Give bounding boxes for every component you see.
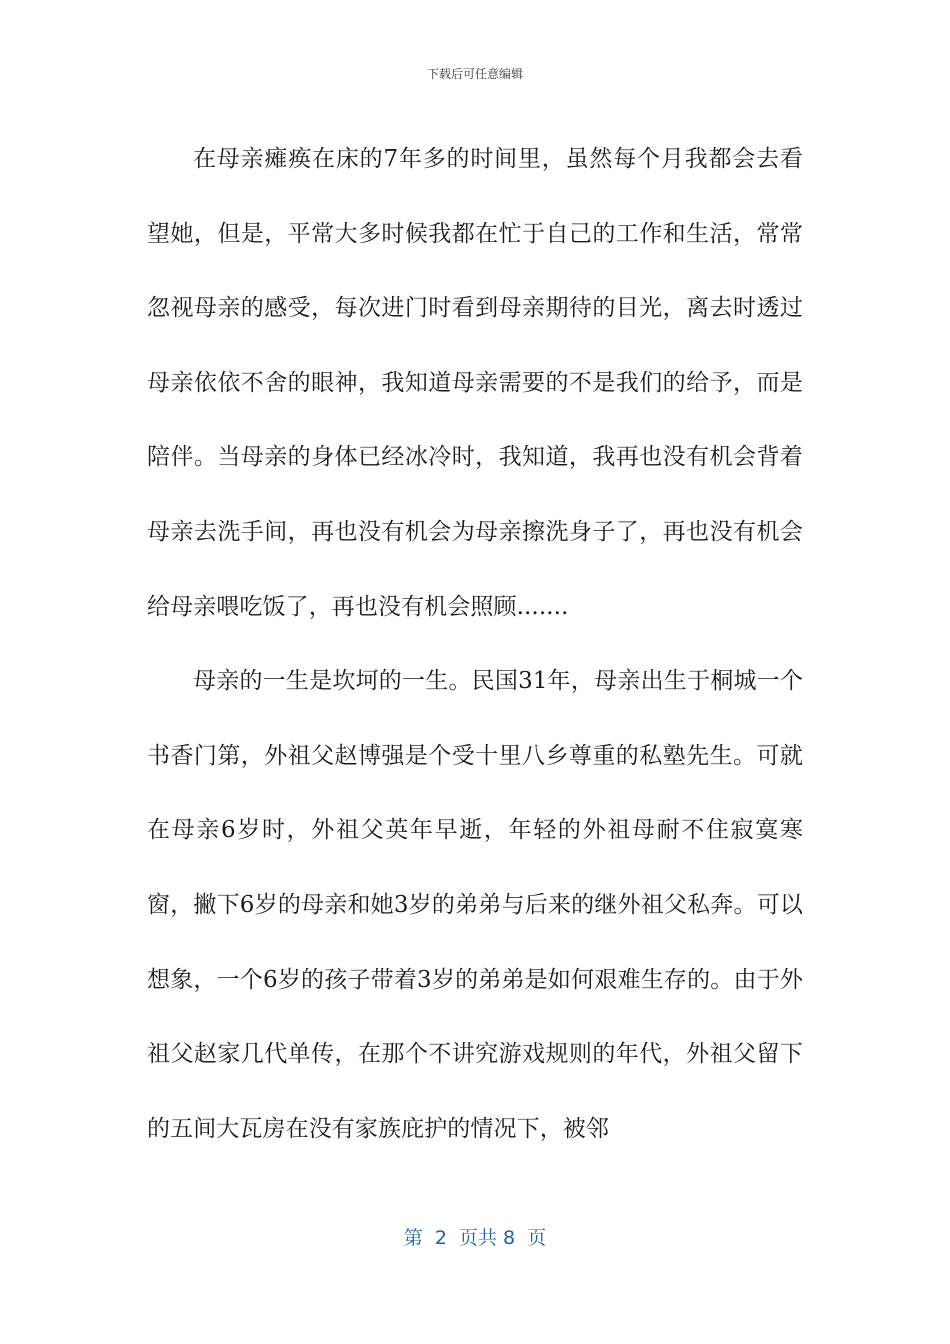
page-header-note: 下载后可任意编辑 [426, 67, 523, 81]
document-body [147, 122, 803, 1166]
page-number-footer: 第 2 页共 8 页 [403, 1227, 547, 1249]
paragraph-1: 在母亲瘫痪在床的7年多的时间里，虽然每个月我都会去看望她，但是，平常大多时候我都在忙于自己的工作和生活，常常忽视母亲的感受，每次进门时看到母亲期待的目光，离去时透过母亲依依不舍的眼神，我知道母亲需要的不是我们的给予，而是陪伴。当母亲的身体已经冰冷时，我知道，我再也没有机会背着母亲去洗手间，再也没有机会为母亲擦洗身子了，再也没有机会给母亲喂吃饭了，再也没有机会照顾....... [147, 146, 803, 620]
paragraph-2: 母亲的一生是坎坷的一生。民国31年，母亲出生于桐城一个书香门第，外祖父赵博强是个受十里八乡尊重的私塾先生。可就在母亲6岁时，外祖父英年早逝，年轻的外祖母耐不住寂寞寒窗，撇下6岁的母亲和她3岁的弟弟与后来的继外祖父私奔。可以想象，一个6岁的孩子带着3岁的弟弟是如何艰难生存的。由于外祖父赵家几代单传，在那个不讲究游戏规则的年代，外祖父留下的五间大瓦房在没有家族庇护的情况下，被邻 [147, 668, 803, 1142]
